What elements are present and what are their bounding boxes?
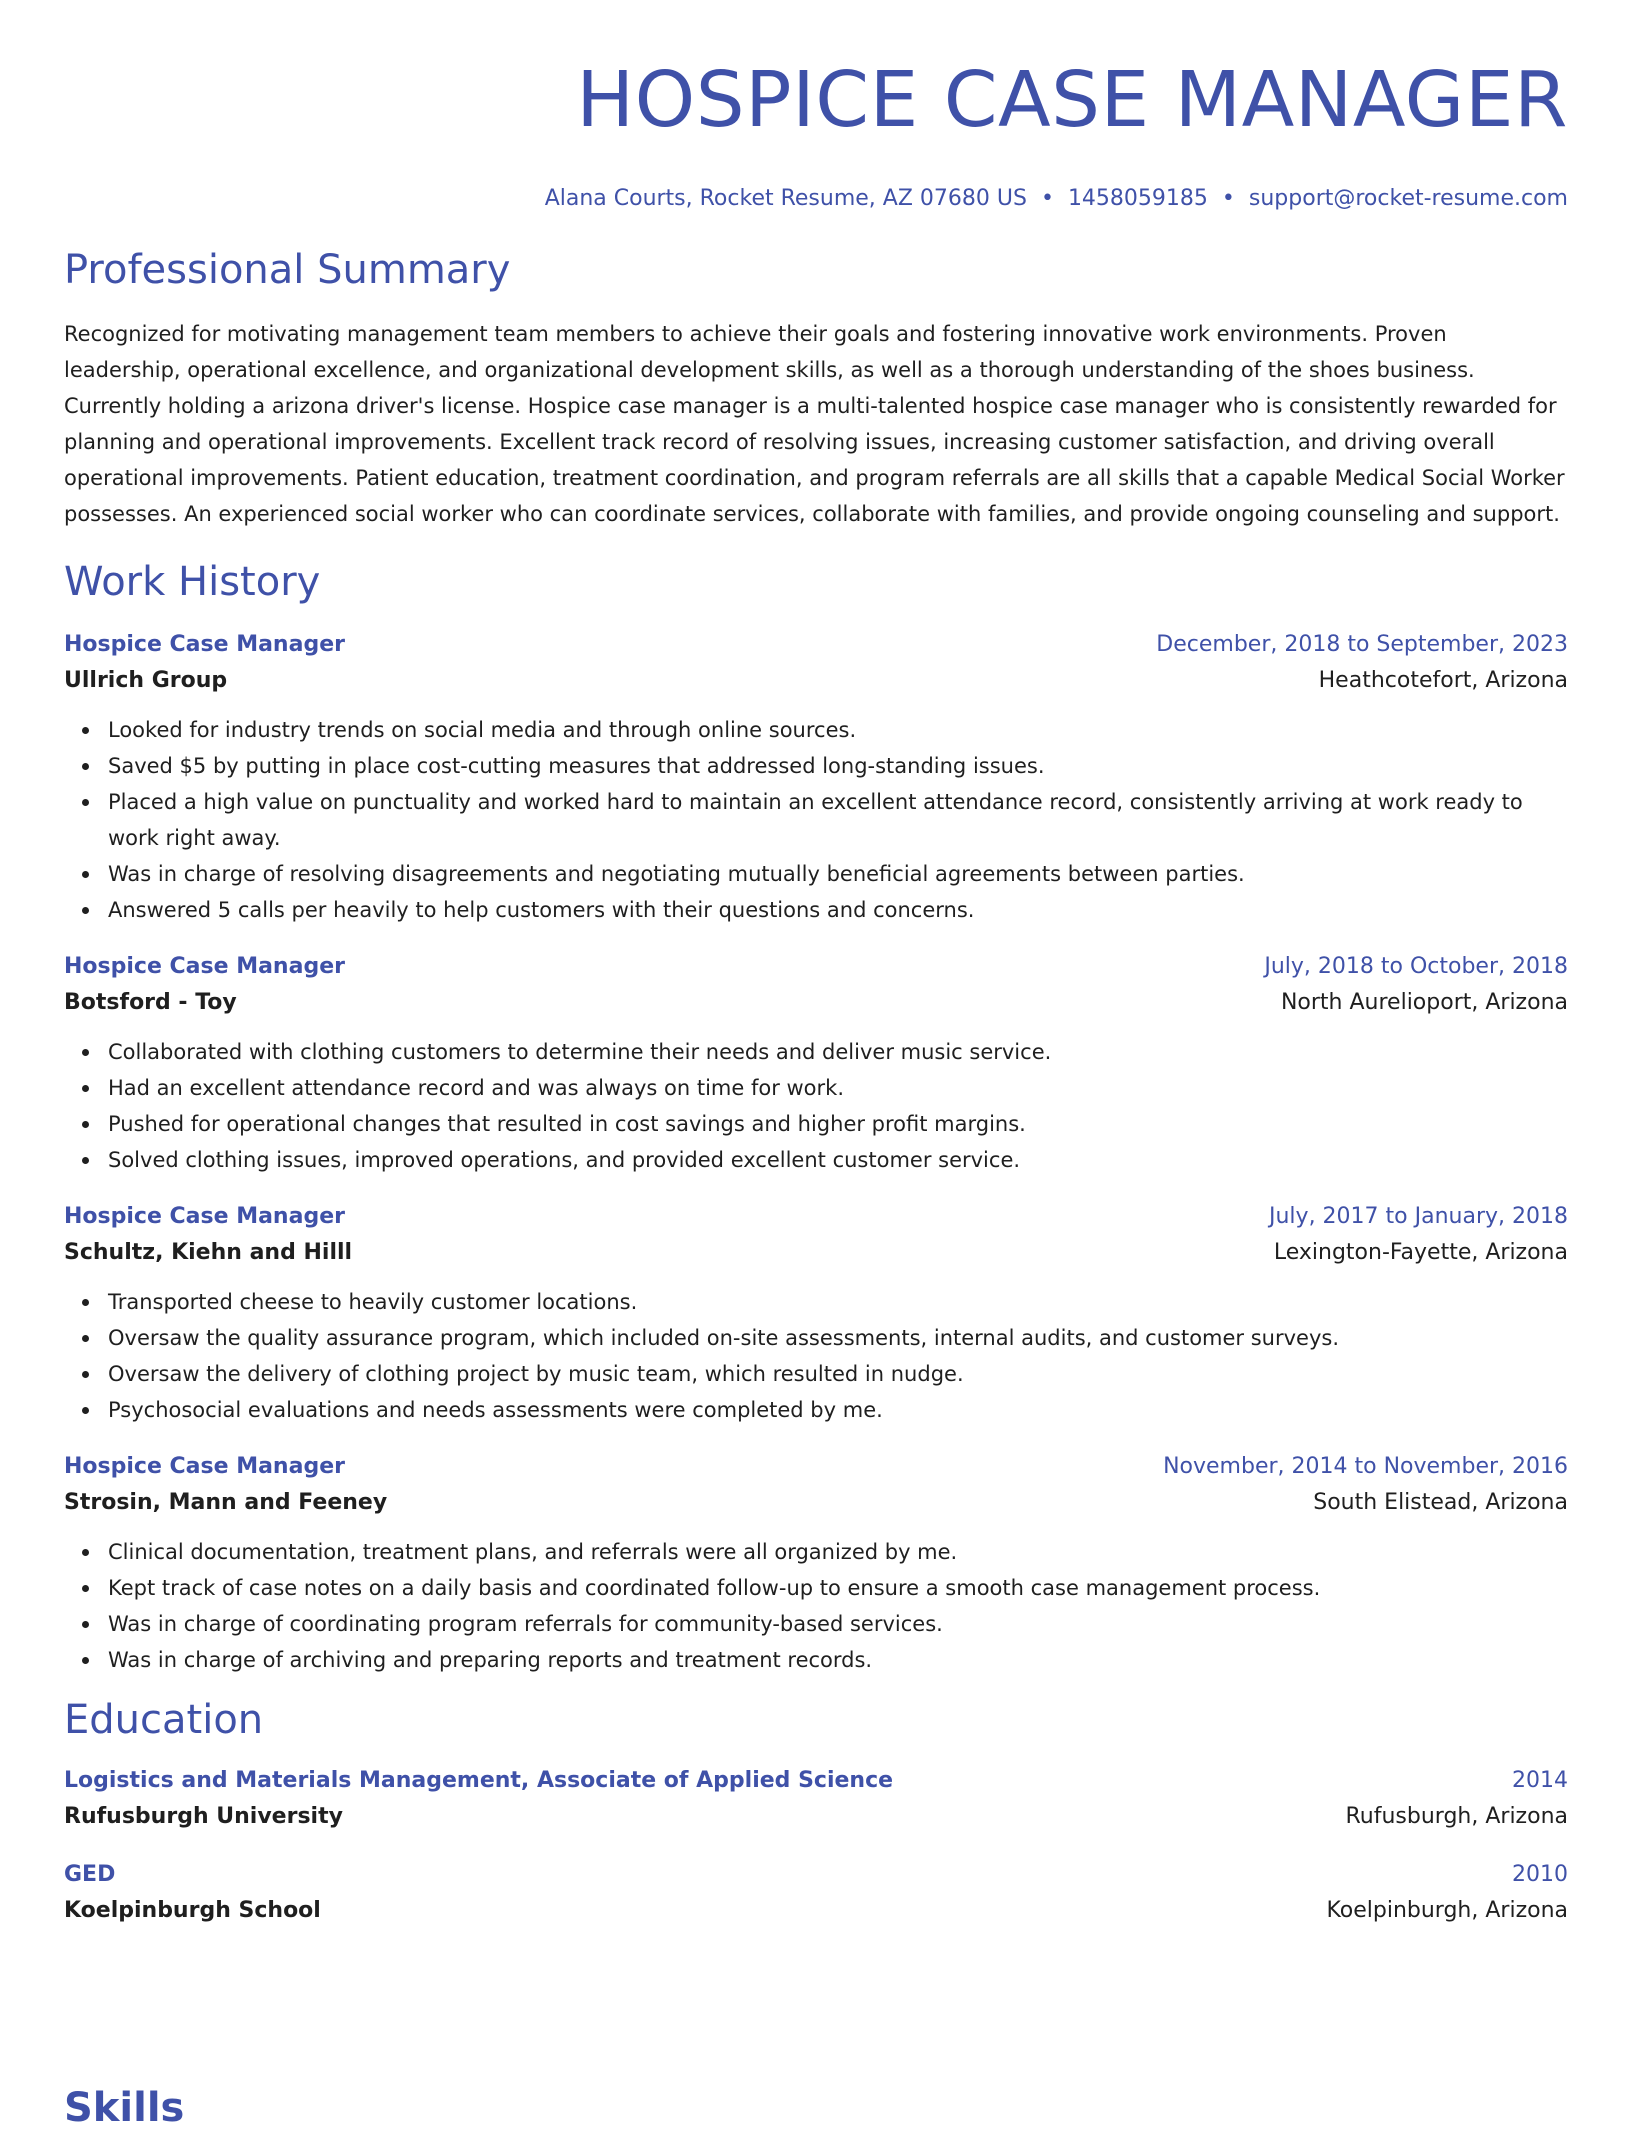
bullet-item: Answered 5 calls per heavily to help customers with their questions and concerns. xyxy=(108,892,1568,928)
resume-title: HOSPICE CASE MANAGER xyxy=(576,56,1568,145)
work-entry xyxy=(64,950,1568,1178)
bullet-item: Placed a high value on punctuality and worked hard to maintain an excellent attendance record, consistently arriving at work ready to work right away. xyxy=(108,784,1568,856)
degree-name: GED xyxy=(64,1862,116,1887)
job-location: North Aurelioport, Arizona xyxy=(1280,990,1568,1015)
company-name: Botsford - Toy xyxy=(64,990,237,1015)
education-heading: Education xyxy=(64,1697,264,1743)
contact-separator: • xyxy=(1040,186,1054,211)
job-title: Hospice Case Manager xyxy=(64,1454,345,1479)
graduation-year: 2010 xyxy=(1512,1862,1568,1887)
company-name: Ullrich Group xyxy=(64,668,228,693)
bullet-item: Oversaw the delivery of clothing project by music team, which resulted in nudge. xyxy=(108,1356,1568,1392)
contact-line xyxy=(64,184,1568,214)
contact-address: Alana Courts, Rocket Resume, AZ 07680 US xyxy=(544,186,1027,211)
job-dates: December, 2018 to September, 2023 xyxy=(1156,632,1568,657)
job-dates: November, 2014 to November, 2016 xyxy=(1163,1454,1568,1479)
school-name: Rufusburgh University xyxy=(64,1804,343,1829)
contact-phone: 1458059185 xyxy=(1067,186,1208,211)
job-title: Hospice Case Manager xyxy=(64,632,345,657)
bullet-item: Looked for industry trends on social media and through online sources. xyxy=(108,712,1568,748)
company-name: Schultz, Kiehn and Hilll xyxy=(64,1240,353,1265)
bullet-item: Had an excellent attendance record and was always on time for work. xyxy=(108,1070,1568,1106)
work-history-heading: Work History xyxy=(64,559,321,605)
job-dates: July, 2017 to January, 2018 xyxy=(1269,1204,1568,1229)
bullet-item: Kept track of case notes on a daily basis and coordinated follow-up to ensure a smooth case management process. xyxy=(108,1570,1568,1606)
bullet-item: Was in charge of coordinating program referrals for community-based services. xyxy=(108,1606,1568,1642)
education-entry xyxy=(64,1858,1568,1930)
bullet-item: Transported cheese to heavily customer locations. xyxy=(108,1284,1568,1320)
bullet-item: Solved clothing issues, improved operations, and provided excellent customer service. xyxy=(108,1142,1568,1178)
bullet-item: Saved $5 by putting in place cost-cutting measures that addressed long-standing issues. xyxy=(108,748,1568,784)
education-entry xyxy=(64,1764,1568,1836)
degree-name: Logistics and Materials Management, Associate of Applied Science xyxy=(64,1768,894,1793)
bullet-item: Clinical documentation, treatment plans, and referrals were all organized by me. xyxy=(108,1534,1568,1570)
job-dates: July, 2018 to October, 2018 xyxy=(1264,954,1568,979)
school-name: Koelpinburgh School xyxy=(64,1898,321,1923)
school-location: Rufusburgh, Arizona xyxy=(1345,1804,1568,1829)
skills-heading: Skills xyxy=(64,2085,185,2131)
graduation-year: 2014 xyxy=(1512,1768,1568,1793)
bullet-item: Psychosocial evaluations and needs assessments were completed by me. xyxy=(108,1392,1568,1428)
job-bullets xyxy=(64,1284,1568,1428)
work-entry xyxy=(64,628,1568,928)
job-title: Hospice Case Manager xyxy=(64,954,345,979)
summary-text: Recognized for motivating management team members to achieve their goals and fostering innovative work environments. Proven leadership, operational excellence, and organizational development skills, as well as a thorough understanding of the shoes business. Currently holding a arizona driver's license. Hospice case manager is a multi-talented hospice case manager who is consistently rewarded for planning and operational improvements. Excellent track record of resolving issues, increasing customer satisfaction, and driving overall operational improvements. Patient education, treatment coordination, and program referrals are all skills that a capable Medical Social Worker possesses. An experienced social worker who can coordinate services, collaborate with families, and provide ongoing counseling and support. xyxy=(64,322,1565,526)
job-bullets xyxy=(64,712,1568,928)
bullet-item: Pushed for operational changes that resulted in cost savings and higher profit margins. xyxy=(108,1106,1568,1142)
bullet-item: Collaborated with clothing customers to determine their needs and deliver music service. xyxy=(108,1034,1568,1070)
job-bullets xyxy=(64,1034,1568,1178)
work-entry xyxy=(64,1200,1568,1428)
bullet-item: Was in charge of archiving and preparing reports and treatment records. xyxy=(108,1642,1568,1678)
bullet-item: Was in charge of resolving disagreements and negotiating mutually beneficial agreements between parties. xyxy=(108,856,1568,892)
job-title: Hospice Case Manager xyxy=(64,1204,345,1229)
summary-heading: Professional Summary xyxy=(64,247,511,293)
job-location: Heathcotefort, Arizona xyxy=(1318,668,1568,693)
job-location: Lexington-Fayette, Arizona xyxy=(1273,1240,1568,1265)
bullet-item: Oversaw the quality assurance program, which included on-site assessments, internal audits, and customer surveys. xyxy=(108,1320,1568,1356)
work-entry xyxy=(64,1450,1568,1678)
job-location: South Elistead, Arizona xyxy=(1313,1490,1568,1515)
company-name: Strosin, Mann and Feeney xyxy=(64,1490,388,1515)
job-bullets xyxy=(64,1534,1568,1678)
contact-separator: • xyxy=(1221,186,1235,211)
contact-email: support@rocket-resume.com xyxy=(1248,186,1568,211)
school-location: Koelpinburgh, Arizona xyxy=(1326,1898,1568,1923)
